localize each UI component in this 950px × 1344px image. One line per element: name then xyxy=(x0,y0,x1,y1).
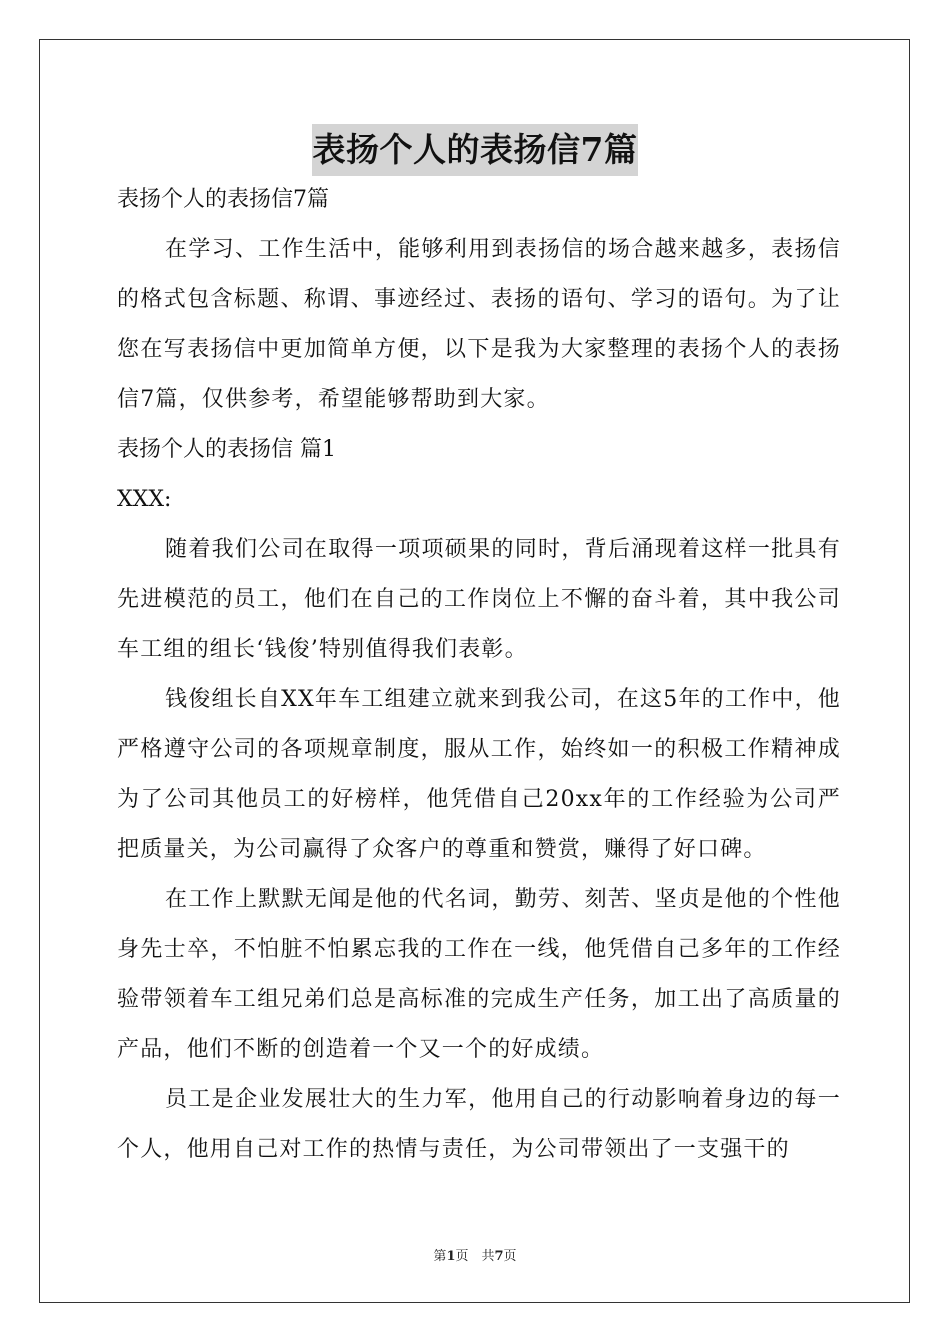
body-paragraph: 员工是企业发展壮大的生力军，他用自己的行动影响着身边的每一个人，他用自己对工作的热情与责任，为公司带领出了一支强干的 xyxy=(117,1087,841,1162)
body-paragraph: 随着我们公司在取得一项项硕果的同时，背后涌现着这样一批具有先进模范的员工，他们在自己的工作岗位上不懈的奋斗着，其中我公司车工组的组长‘钱俊’特别值得我们表彰。 xyxy=(117,537,841,662)
document-subtitle: 表扬个人的表扬信7篇 xyxy=(117,187,329,212)
body-paragraph: 钱俊组长自XX年车工组建立就来到我公司，在这5年的工作中，他严格遵守公司的各项规章制度，服从工作，始终如一的积极工作精神成为了公司其他员工的好榜样，他凭借自己20xx年的工作经验为公司严把质量关，为公司赢得了众客户的尊重和赞赏，赚得了好口碑。 xyxy=(117,687,841,862)
body-paragraph: 在工作上默默无闻是他的代名词，勤劳、刻苦、坚贞是他的个性他身先士卒，不怕脏不怕累忘我的工作在一线，他凭借自己多年的工作经验带领着车工组兄弟们总是高标准的完成生产任务，加工出了高质量的产品，他们不断的创造着一个又一个的好成绩。 xyxy=(117,887,841,1062)
footer-page-suffix: 页 xyxy=(503,1249,517,1264)
page-footer xyxy=(0,1248,950,1266)
footer-page-mid: 页 共 xyxy=(455,1249,495,1264)
document-body xyxy=(117,175,841,1175)
title-wrap xyxy=(0,124,950,176)
section-heading: 表扬个人的表扬信 篇1 xyxy=(117,437,336,462)
footer-page-prefix: 第 xyxy=(433,1249,447,1264)
salutation: XXX: xyxy=(117,487,172,512)
footer-page-number: 1 xyxy=(446,1249,456,1264)
footer-page-total: 7 xyxy=(494,1249,504,1264)
document-title: 表扬个人的表扬信7篇 xyxy=(312,124,639,176)
intro-paragraph: 在学习、工作生活中，能够利用到表扬信的场合越来越多，表扬信的格式包含标题、称谓、事迹经过、表扬的语句、学习的语句。为了让您在写表扬信中更加简单方便，以下是我为大家整理的表扬个人的表扬信7篇，仅供参考，希望能够帮助到大家。 xyxy=(117,237,841,412)
